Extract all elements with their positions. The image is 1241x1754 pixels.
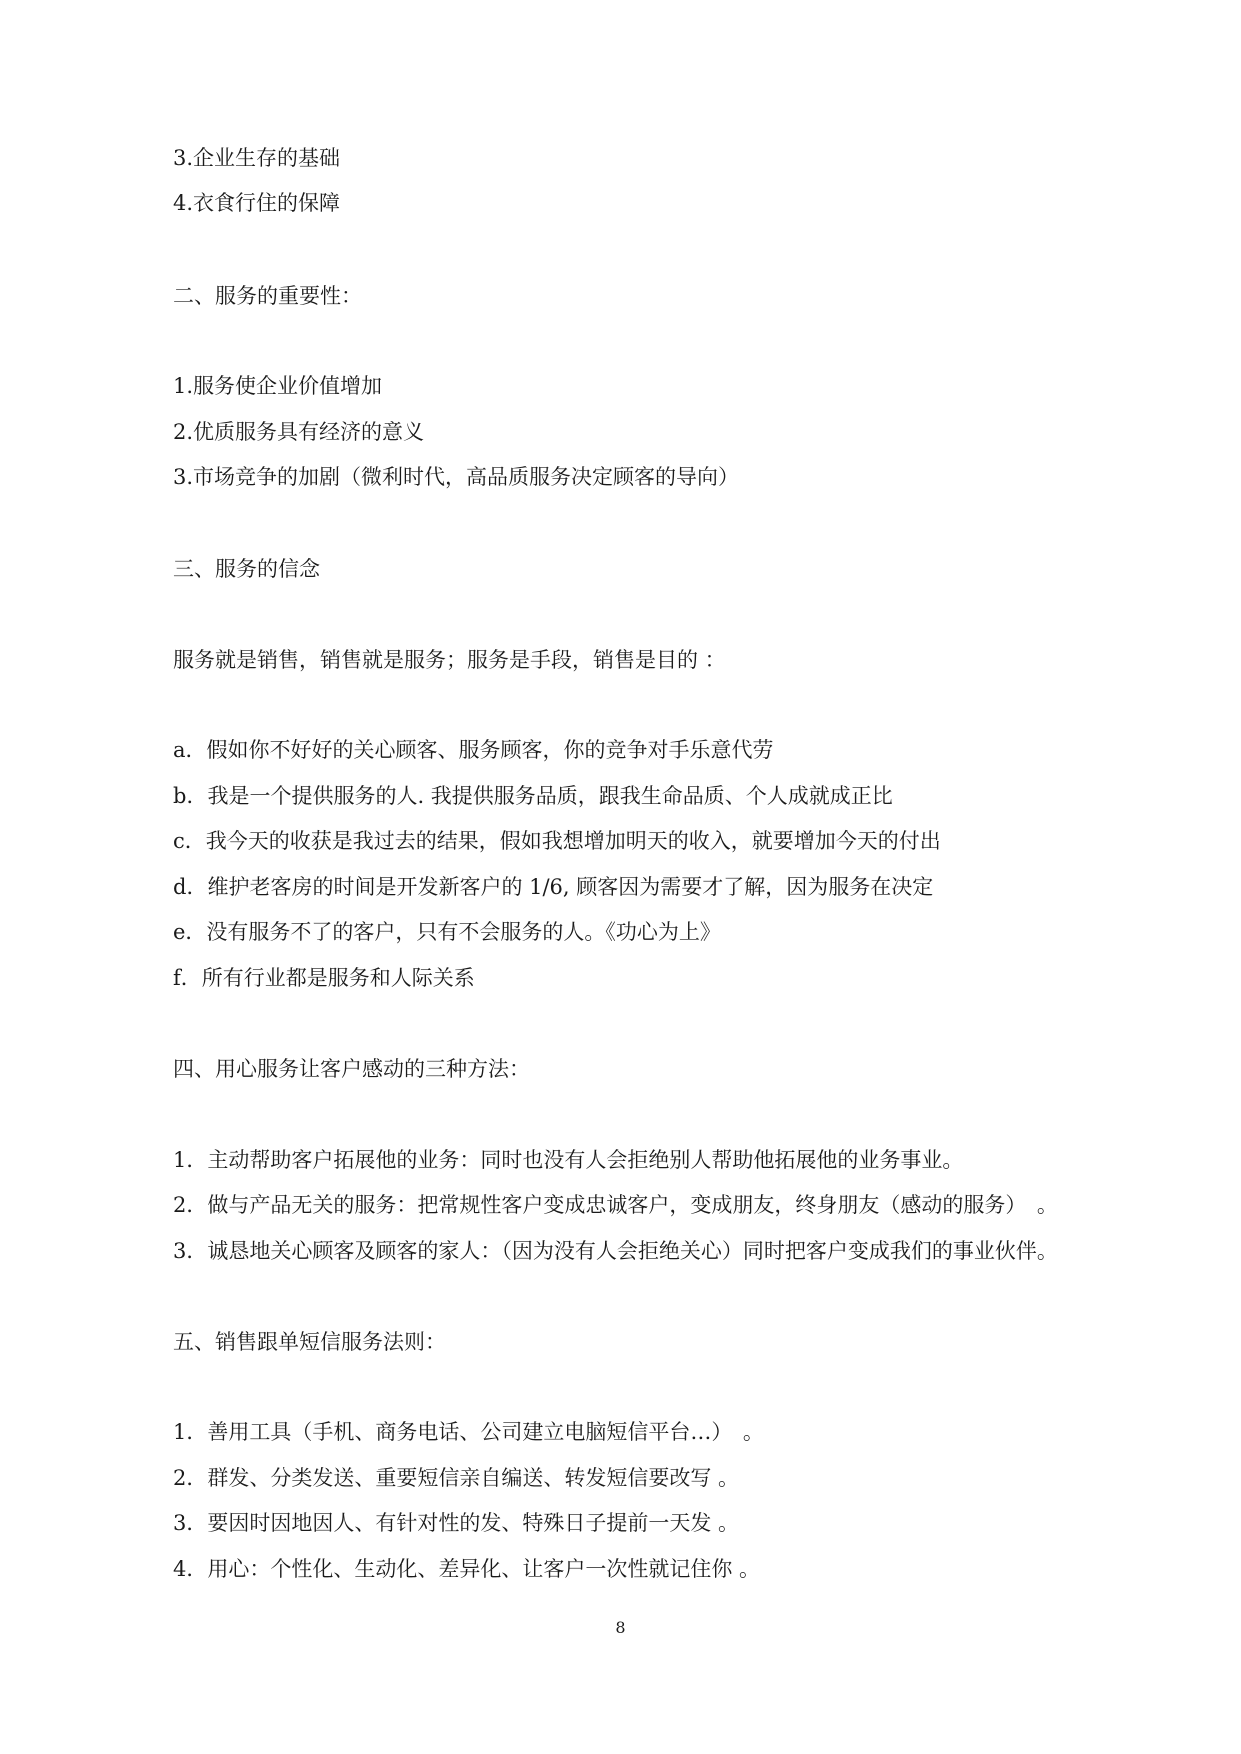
list-item: 3.市场竞争的加剧（微利时代，高品质服务决定顾客的导向） — [173, 465, 740, 489]
list-item: d．维护老客房的时间是开发新客户的 1/6, 顾客因为需要才了解，因为服务在决定 — [173, 875, 934, 899]
list-item: 4．用心：个性化、生动化、差异化、让客户一次性就记住你 。 — [173, 1557, 761, 1581]
list-item: 2.优质服务具有经济的意义 — [173, 420, 425, 444]
list-item: c．我今天的收获是我过去的结果，假如我想增加明天的收入，就要增加今天的付出 — [173, 829, 941, 853]
list-item: b．我是一个提供服务的人. 我提供服务品质，跟我生命品质、个人成就成正比 — [173, 784, 893, 808]
list-item: e．没有服务不了的客户，只有不会服务的人。《功心为上》 — [173, 920, 721, 944]
list-item: 1．善用工具（手机、商务电话、公司建立电脑短信平台…） 。 — [173, 1420, 764, 1444]
list-item: 4.衣食行住的保障 — [173, 191, 341, 215]
list-item: 3.企业生存的基础 — [173, 146, 341, 170]
section-heading: 二、服务的重要性： — [173, 284, 362, 308]
list-item: 1.服务使企业价值增加 — [173, 374, 383, 398]
list-item: 2．群发、分类发送、重要短信亲自编送、转发短信要改写 。 — [173, 1466, 740, 1490]
section-heading: 四、用心服务让客户感动的三种方法： — [173, 1057, 530, 1081]
section-heading: 三、服务的信念 — [173, 557, 320, 581]
list-item: 2．做与产品无关的服务：把常规性客户变成忠诚客户，变成朋友，终身朋友（感动的服务） 。 — [173, 1193, 1058, 1217]
section-heading: 五、销售跟单短信服务法则： — [173, 1330, 446, 1354]
list-item: f．所有行业都是服务和人际关系 — [173, 966, 475, 990]
list-item: 3．诚恳地关心顾客及顾客的家人：（因为没有人会拒绝关心）同时把客户变成我们的事业伙伴。 — [173, 1239, 1058, 1263]
paragraph: 服务就是销售，销售就是服务；服务是手段，销售是目的 ： — [173, 648, 726, 672]
list-item: a．假如你不好好的关心顾客、服务顾客，你的竞争对手乐意代劳 — [173, 738, 774, 762]
list-item: 3．要因时因地因人、有针对性的发、特殊日子提前一天发 。 — [173, 1511, 740, 1535]
page-number: 8 — [615, 1618, 626, 1637]
list-item: 1．主动帮助客户拓展他的业务：同时也没有人会拒绝别人帮助他拓展他的业务事业。 — [173, 1148, 964, 1172]
